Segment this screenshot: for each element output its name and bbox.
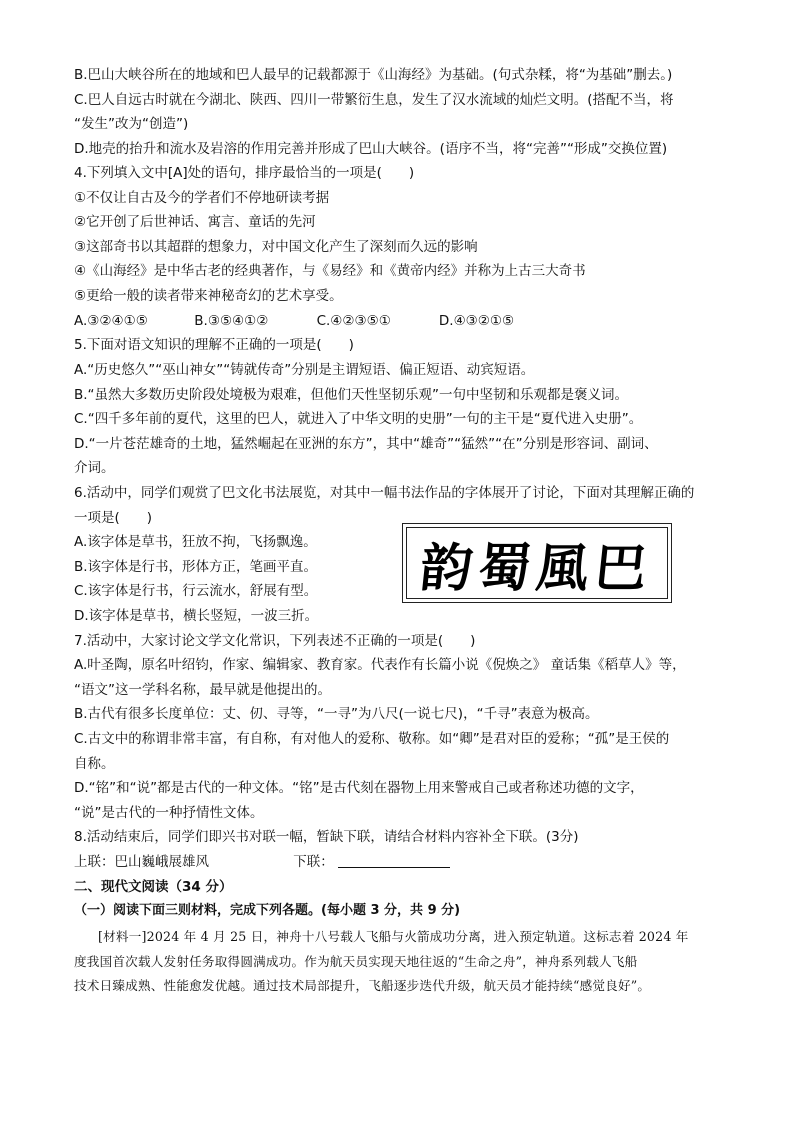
calligraphy-frame: [406, 527, 668, 599]
sentence-1: ①不仅让自古及今的学者们不停地研读考据: [74, 190, 330, 206]
option-c-line: C.巴人自远古时就在今湖北、陕西、四川一带繁衍生息，发生了汉水流域的灿烂文明。(搭配不当，将: [74, 92, 674, 108]
question-4: 4.下列填入文中[A]处的语句，排序最恰当的一项是( ): [74, 165, 415, 181]
option-b-line: B.巴山大峡谷所在的地域和巴人最早的记载都源于《山海经》为基础。(句式杂糅，将“为基础”删去。): [74, 67, 673, 83]
q6-option-d: D.该字体是草书，横长竖短，一波三折。: [74, 608, 319, 624]
question-4-choices: [74, 312, 514, 330]
q6-option-a: A.该字体是草书，狂放不拘，飞扬飘逸。: [74, 534, 317, 550]
choice-b[interactable]: B.③⑤④①②: [194, 313, 269, 329]
couplet-row: [74, 853, 450, 871]
q7-option-a-cont: “语文”这一学科名称，最早就是他提出的。: [74, 682, 331, 698]
material-1-line-3: 技术日臻成熟、性能愈发优越。通过技术局部提升，飞船逐步迭代升级，航天员才能持续“感觉良好”。: [74, 978, 651, 993]
sentence-5: ⑤更给一般的读者带来神秘奇幻的艺术享受。: [74, 288, 343, 304]
sentence-3: ③这部奇书以其超群的想象力，对中国文化产生了深刻而久远的影响: [74, 239, 478, 255]
material-1-line-2: 度我国首次载人发射任务取得圆满成功。作为航天员实现天地往返的“生命之舟”，神舟系列载人飞船: [74, 954, 638, 969]
q7-option-a: A.叶圣陶，原名叶绍钧，作家、编辑家、教育家。代表作有长篇小说《倪焕之》 童话集《稻草人》等，: [74, 657, 686, 673]
q7-option-d-cont: “说”是古代的一种抒情性文体。: [74, 805, 264, 821]
option-c-line-cont: “发生”改为“创造”): [74, 116, 189, 132]
choice-c[interactable]: C.④②③⑤①: [316, 313, 391, 329]
question-7: 7.活动中，大家讨论文学文化常识，下列表述不正确的一项是( ): [74, 633, 476, 649]
section-2-1-heading: （一）阅读下面三则材料，完成下列各题。(每小题 3 分，共 9 分): [74, 903, 461, 918]
q5-option-d-cont: 介词。: [74, 460, 115, 476]
q5-option-d: D.“一片苍茫雄奇的土地，猛然崛起在亚洲的东方”，其中“雄奇”“猛然”“在”分别是形容词、副词、: [74, 436, 658, 452]
q5-option-c: C.“四千多年前的夏代，这里的巴人，就进入了中华文明的史册”一句的主干是“夏代进入史册”。: [74, 411, 643, 427]
couplet-lower-label: 下联：: [293, 854, 334, 870]
sentence-4: ④《山海经》是中华古老的经典著作，与《易经》和《黄帝内经》并称为上古三大奇书: [74, 263, 586, 279]
q7-option-c-cont: 自称。: [74, 756, 115, 772]
option-d-line: D.地壳的抬升和流水及岩溶的作用完善并形成了巴山大峡谷。(语序不当，将“完善”“形成”交换位置): [74, 141, 668, 157]
q5-option-b: B.“虽然大多数历史阶段处境极为艰难，但他们天性坚韧乐观”一句中坚韧和乐观都是褒义词。: [74, 387, 629, 403]
question-5: 5.下面对语文知识的理解不正确的一项是( ): [74, 337, 354, 353]
calligraphy-artwork: [402, 523, 672, 603]
q6-option-c: C.该字体是行书，行云流水，舒展有型。: [74, 583, 318, 599]
sentence-2: ②它开创了后世神话、寓言、童话的先河: [74, 214, 316, 230]
couplet-lower-answer-blank[interactable]: [338, 853, 450, 868]
question-6-cont: 一项是( ): [74, 510, 153, 526]
q7-option-c: C.古文中的称谓非常丰富，有自称，有对他人的爱称、敬称。如“卿”是君对臣的爱称；“孤”是王侯的: [74, 731, 670, 747]
section-2-heading: 二、现代文阅读（34 分）: [74, 879, 233, 895]
q7-option-d: D.“铭”和“说”都是古代的一种文体。“铭”是古代刻在器物上用来警戒自己或者称述功德的文字，: [74, 780, 644, 796]
q5-option-a: A.“历史悠久”“巫山神女”“铸就传奇”分别是主谓短语、偏正短语、动宾短语。: [74, 362, 535, 378]
choice-a[interactable]: A.③②④①⑤: [74, 313, 148, 329]
calligraphy-text: 韵蜀風巴: [417, 537, 656, 599]
material-1-line-1: [材料一]2024 年 4 月 25 日，神舟十八号载人飞船与火箭成功分离，进入预定轨道。这标志着 2024 年: [98, 929, 689, 944]
q7-option-b: B.古代有很多长度单位：丈、仞、寻等，“一寻”为八尺(一说七尺)，“千寻”表意为极高。: [74, 706, 599, 722]
question-8: 8.活动结束后，同学们即兴书对联一幅，暂缺下联，请结合材料内容补全下联。(3分): [74, 829, 579, 845]
question-6: 6.活动中，同学们观赏了巴文化书法展览，对其中一幅书法作品的字体展开了讨论，下面对其理解正确的: [74, 485, 695, 501]
choice-d[interactable]: D.④③②①⑤: [438, 313, 515, 329]
couplet-upper: 上联：巴山巍峨展雄风: [74, 854, 209, 870]
q6-option-b: B.该字体是行书，形体方正，笔画平直。: [74, 559, 318, 575]
